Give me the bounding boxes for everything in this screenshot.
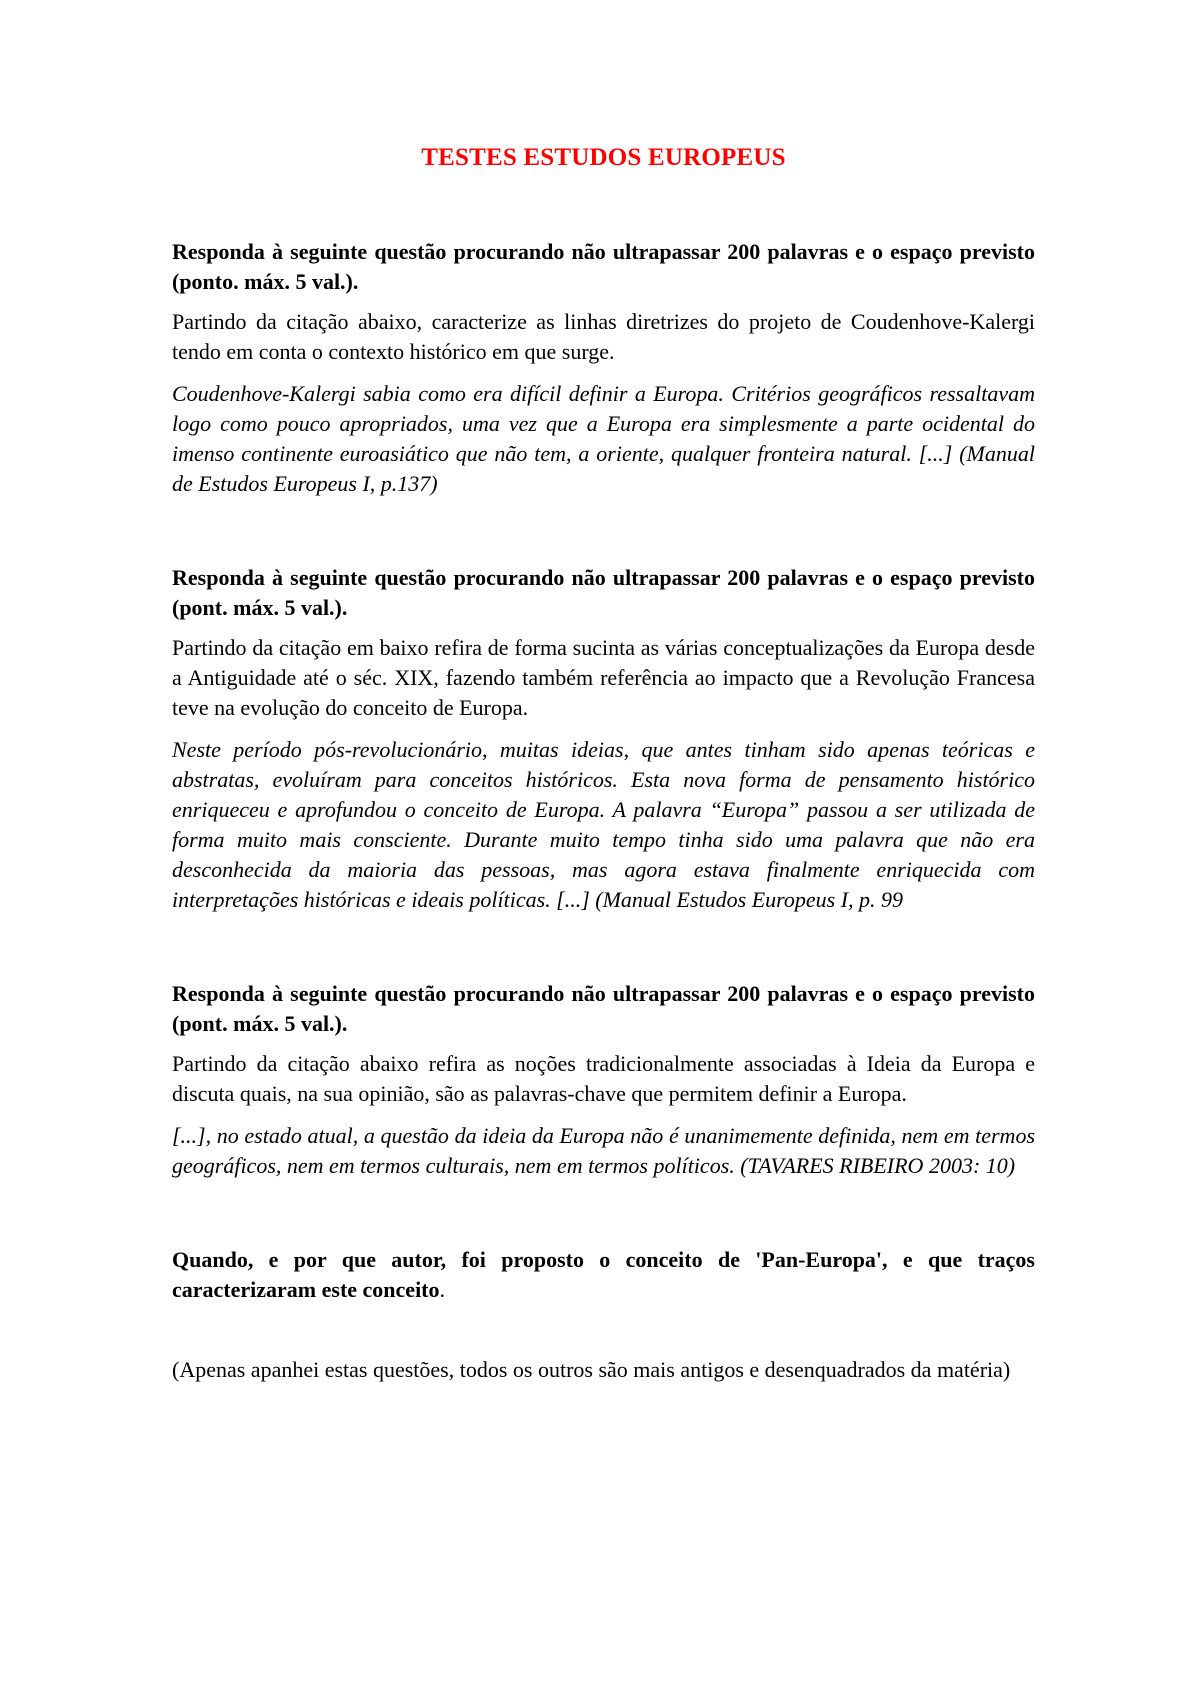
question-3-quote: [...], no estado atual, a questão da ideia da Europa não é unanimemente definida, nem em termos geográficos, nem em termos culturais, nem em termos políticos. (TAVARES RIBEIRO 2003: 10) [172, 1123, 1035, 1178]
question-1-body: Partindo da citação abaixo, caracterize as linhas diretrizes do projeto de Coudenhove-Kalergi tendo em conta o contexto histórico em que surge. [172, 309, 1035, 364]
question-4-bold-text: Quando, e por que autor, foi proposto o conceito de 'Pan-Europa', e que traços caracterizaram este conceito [172, 1247, 1035, 1302]
question-4-end: . [439, 1277, 446, 1302]
question-1-heading: Responda à seguinte questão procurando não ultrapassar 200 palavras e o espaço previsto (ponto. máx. 5 val.). [172, 239, 1035, 294]
question-2-heading: Responda à seguinte questão procurando não ultrapassar 200 palavras e o espaço previsto (pont. máx. 5 val.). [172, 565, 1035, 620]
document-title: TESTES ESTUDOS EUROPEUS [421, 144, 786, 171]
question-3 [172, 979, 1035, 1181]
question-4 [172, 1245, 1035, 1305]
question-4-text [172, 1245, 1035, 1305]
question-2-quote: Neste período pós-revolucionário, muitas ideias, que antes tinham sido apenas teóricas e abstratas, evoluíram para conceitos históricos. Esta nova forma de pensamento histórico enriqueceu e aprofundou o conceito de Europa. A palavra “Europa” passou a ser utilizada de forma muito mais consciente. Durante muito tempo tinha sido uma palavra que não era desconhecida da maioria das pessoas, mas agora estava finalmente enriquecida com interpretações históricas e ideais políticas. [...] (Manual Estudos Europeus I, p. 99 [172, 737, 1035, 912]
question-2 [172, 563, 1035, 915]
closing-note-text: (Apenas apanhei estas questões, todos os outros são mais antigos e desenquadrados da matéria) [172, 1357, 1011, 1382]
question-1-quote: Coudenhove-Kalergi sabia como era difícil definir a Europa. Critérios geográficos ressaltavam logo como pouco apropriados, uma vez que a Europa era simplesmente a parte ocidental do imenso continente euroasiático que não tem, a oriente, qualquer fronteira natural. [...] (Manual de Estudos Europeus I, p.137) [172, 381, 1035, 496]
question-3-body: Partindo da citação abaixo refira as noções tradicionalmente associadas à Ideia da Europa e discuta quais, na sua opinião, são as palavras-chave que permitem definir a Europa. [172, 1051, 1035, 1106]
question-2-body: Partindo da citação em baixo refira de forma sucinta as várias conceptualizações da Europa desde a Antiguidade até o séc. XIX, fazendo também referência ao impacto que a Revolução Francesa teve na evolução do conceito de Europa. [172, 635, 1035, 720]
closing-note [172, 1355, 1035, 1385]
question-3-heading: Responda à seguinte questão procurando não ultrapassar 200 palavras e o espaço previsto (pont. máx. 5 val.). [172, 981, 1035, 1036]
question-1 [172, 237, 1035, 499]
